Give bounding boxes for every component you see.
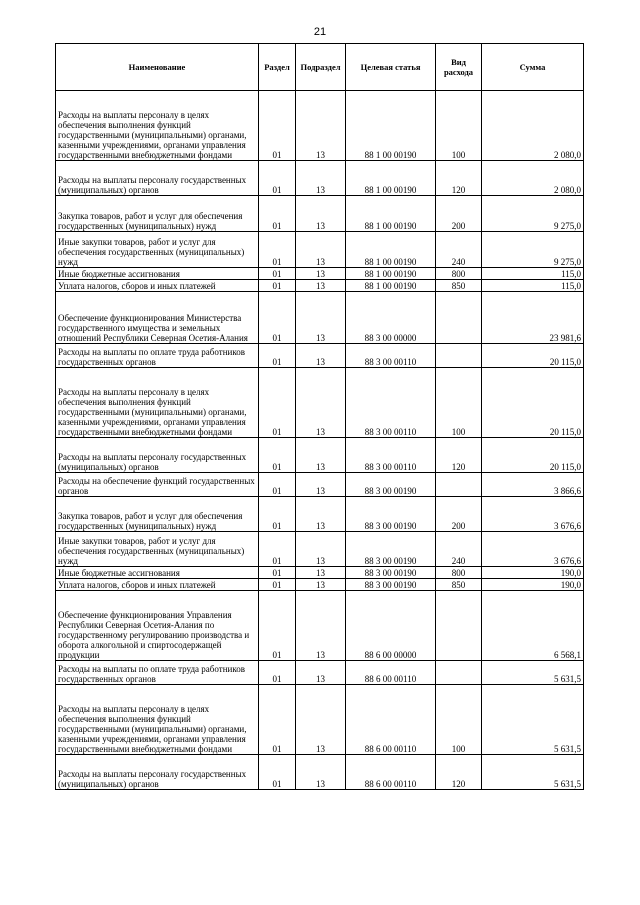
table-row	[56, 280, 584, 292]
table-row	[56, 292, 584, 344]
row-name: Обеспечение функционирования Министерства государственного имущества и земельных отношений Республики Северная Осетия-Алания	[56, 292, 259, 344]
table-row	[56, 438, 584, 473]
row-vid: 800	[436, 268, 482, 280]
row-podrazdel: 13	[296, 579, 346, 591]
row-razdel: 01	[259, 438, 296, 473]
row-podrazdel: 13	[296, 292, 346, 344]
row-razdel: 01	[259, 579, 296, 591]
row-name: Обеспечение функционирования Управления Республики Северная Осетия-Алания по государственному регулированию производства и оборота алкогольной и спиртосодержащей продукции	[56, 591, 259, 661]
row-summa: 5 631,5	[482, 661, 584, 685]
row-statya: 88 3 00 00190	[346, 579, 436, 591]
row-name: Расходы на обеспечение функций государственных органов	[56, 473, 259, 497]
row-summa: 20 115,0	[482, 344, 584, 368]
row-name: Иные закупки товаров, работ и услуг для обеспечения государственных (муниципальных) нужд	[56, 532, 259, 567]
table-header-row	[56, 44, 584, 91]
row-name: Расходы на выплаты персоналу государственных (муниципальных) органов	[56, 438, 259, 473]
row-razdel: 01	[259, 292, 296, 344]
row-razdel: 01	[259, 685, 296, 755]
row-podrazdel: 13	[296, 685, 346, 755]
row-vid: 120	[436, 438, 482, 473]
row-statya: 88 6 00 00000	[346, 591, 436, 661]
table-row	[56, 532, 584, 567]
row-name: Иные закупки товаров, работ и услуг для обеспечения государственных (муниципальных) нужд	[56, 232, 259, 268]
row-vid: 100	[436, 91, 482, 161]
column-header-vid: Вид расхода	[436, 44, 482, 91]
row-statya: 88 3 00 00190	[346, 497, 436, 532]
row-podrazdel: 13	[296, 161, 346, 196]
table-row	[56, 196, 584, 232]
row-vid: 120	[436, 755, 482, 790]
column-header-razdel: Раздел	[259, 44, 296, 91]
row-statya: 88 1 00 00190	[346, 280, 436, 292]
row-statya: 88 1 00 00190	[346, 161, 436, 196]
row-name: Уплата налогов, сборов и иных платежей	[56, 280, 259, 292]
row-vid: 850	[436, 579, 482, 591]
page-number: 21	[313, 26, 327, 38]
row-razdel: 01	[259, 661, 296, 685]
row-statya: 88 3 00 00110	[346, 368, 436, 438]
row-summa: 5 631,5	[482, 755, 584, 790]
row-razdel: 01	[259, 91, 296, 161]
row-statya: 88 6 00 00110	[346, 685, 436, 755]
column-header-summa: Сумма	[482, 44, 584, 91]
row-podrazdel: 13	[296, 438, 346, 473]
row-statya: 88 3 00 00190	[346, 473, 436, 497]
row-summa: 20 115,0	[482, 368, 584, 438]
row-vid: 240	[436, 532, 482, 567]
row-name: Расходы на выплаты персоналу государственных (муниципальных) органов	[56, 161, 259, 196]
row-summa: 2 080,0	[482, 161, 584, 196]
table-row	[56, 755, 584, 790]
table-row	[56, 567, 584, 579]
row-statya: 88 3 00 00190	[346, 532, 436, 567]
row-summa: 115,0	[482, 280, 584, 292]
budget-table	[55, 43, 584, 790]
row-statya: 88 1 00 00190	[346, 91, 436, 161]
table-row	[56, 161, 584, 196]
row-name: Расходы на выплаты персоналу в целях обеспечения выполнения функций государственными (муниципальными) органами, казенными учреждениями, органами управления государственными внебюджетными фондами	[56, 685, 259, 755]
row-vid: 240	[436, 232, 482, 268]
row-statya: 88 3 00 00110	[346, 438, 436, 473]
row-vid: 120	[436, 161, 482, 196]
row-vid	[436, 344, 482, 368]
row-razdel: 01	[259, 161, 296, 196]
table-row	[56, 579, 584, 591]
row-name: Закупка товаров, работ и услуг для обеспечения государственных (муниципальных) нужд	[56, 497, 259, 532]
row-summa: 190,0	[482, 579, 584, 591]
row-razdel: 01	[259, 567, 296, 579]
column-header-podrazdel: Подраздел	[296, 44, 346, 91]
row-summa: 6 568,1	[482, 591, 584, 661]
row-razdel: 01	[259, 344, 296, 368]
column-header-name: Наименование	[56, 44, 259, 91]
row-summa: 190,0	[482, 567, 584, 579]
row-podrazdel: 13	[296, 280, 346, 292]
row-razdel: 01	[259, 591, 296, 661]
row-vid: 100	[436, 685, 482, 755]
row-statya: 88 1 00 00190	[346, 196, 436, 232]
row-vid: 200	[436, 196, 482, 232]
row-vid: 200	[436, 497, 482, 532]
row-summa: 3 866,6	[482, 473, 584, 497]
row-name: Закупка товаров, работ и услуг для обеспечения государственных (муниципальных) нужд	[56, 196, 259, 232]
table-row	[56, 685, 584, 755]
row-summa: 23 981,6	[482, 292, 584, 344]
row-vid	[436, 661, 482, 685]
row-razdel: 01	[259, 755, 296, 790]
row-name: Иные бюджетные ассигнования	[56, 567, 259, 579]
row-razdel: 01	[259, 280, 296, 292]
row-name: Расходы на выплаты персоналу в целях обеспечения выполнения функций государственными (муниципальными) органами, казенными учреждениями, органами управления государственными внебюджетными фондами	[56, 368, 259, 438]
table-row	[56, 497, 584, 532]
row-vid	[436, 591, 482, 661]
row-podrazdel: 13	[296, 473, 346, 497]
row-statya: 88 1 00 00190	[346, 232, 436, 268]
row-vid: 800	[436, 567, 482, 579]
row-razdel: 01	[259, 368, 296, 438]
column-header-statya: Целевая статья	[346, 44, 436, 91]
row-summa: 3 676,6	[482, 497, 584, 532]
row-statya: 88 1 00 00190	[346, 268, 436, 280]
row-razdel: 01	[259, 473, 296, 497]
row-name: Уплата налогов, сборов и иных платежей	[56, 579, 259, 591]
row-summa: 115,0	[482, 268, 584, 280]
row-vid: 100	[436, 368, 482, 438]
row-podrazdel: 13	[296, 532, 346, 567]
row-vid	[436, 292, 482, 344]
row-razdel: 01	[259, 232, 296, 268]
row-statya: 88 3 00 00000	[346, 292, 436, 344]
table-row	[56, 268, 584, 280]
row-podrazdel: 13	[296, 232, 346, 268]
row-summa: 20 115,0	[482, 438, 584, 473]
row-podrazdel: 13	[296, 344, 346, 368]
row-podrazdel: 13	[296, 755, 346, 790]
row-name: Расходы на выплаты персоналу государственных (муниципальных) органов	[56, 755, 259, 790]
row-podrazdel: 13	[296, 268, 346, 280]
table-row	[56, 368, 584, 438]
row-summa: 3 676,6	[482, 532, 584, 567]
row-statya: 88 3 00 00190	[346, 567, 436, 579]
row-summa: 9 275,0	[482, 196, 584, 232]
row-podrazdel: 13	[296, 591, 346, 661]
row-podrazdel: 13	[296, 196, 346, 232]
row-name: Расходы на выплаты по оплате труда работников государственных органов	[56, 344, 259, 368]
row-name: Расходы на выплаты по оплате труда работников государственных органов	[56, 661, 259, 685]
row-podrazdel: 13	[296, 497, 346, 532]
table-row	[56, 591, 584, 661]
row-podrazdel: 13	[296, 567, 346, 579]
row-vid	[436, 473, 482, 497]
row-name: Расходы на выплаты персоналу в целях обеспечения выполнения функций государственными (муниципальными) органами, казенными учреждениями, органами управления государственными внебюджетными фондами	[56, 91, 259, 161]
row-summa: 2 080,0	[482, 91, 584, 161]
table-row	[56, 473, 584, 497]
row-statya: 88 6 00 00110	[346, 755, 436, 790]
row-podrazdel: 13	[296, 91, 346, 161]
table-row	[56, 344, 584, 368]
table-row	[56, 661, 584, 685]
row-podrazdel: 13	[296, 661, 346, 685]
row-statya: 88 3 00 00110	[346, 344, 436, 368]
row-vid: 850	[436, 280, 482, 292]
row-razdel: 01	[259, 532, 296, 567]
table-row	[56, 91, 584, 161]
row-summa: 5 631,5	[482, 685, 584, 755]
row-podrazdel: 13	[296, 368, 346, 438]
table-row	[56, 232, 584, 268]
row-summa: 9 275,0	[482, 232, 584, 268]
row-razdel: 01	[259, 196, 296, 232]
row-name: Иные бюджетные ассигнования	[56, 268, 259, 280]
row-statya: 88 6 00 00110	[346, 661, 436, 685]
row-razdel: 01	[259, 497, 296, 532]
row-razdel: 01	[259, 268, 296, 280]
